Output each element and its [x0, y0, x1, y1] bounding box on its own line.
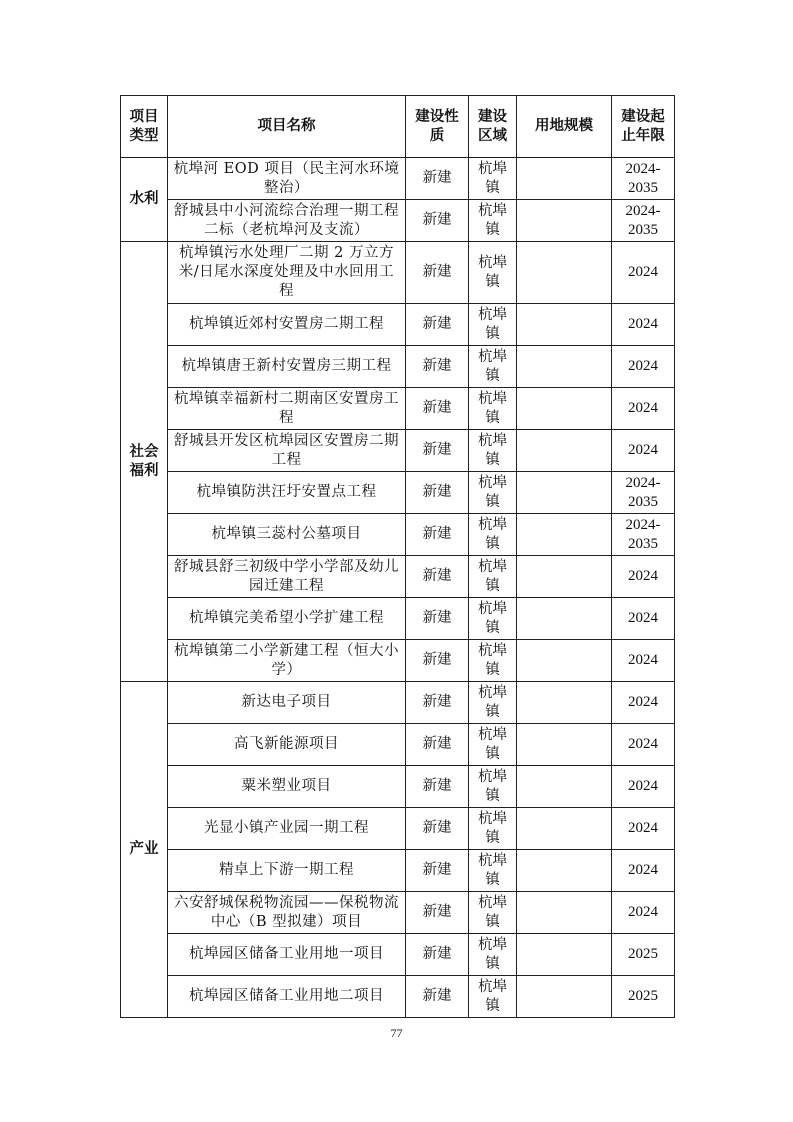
- construction-area-cell: 杭埠镇: [469, 808, 517, 850]
- land-scale-cell: [517, 514, 612, 556]
- construction-area-cell: 杭埠镇: [469, 158, 517, 200]
- land-scale-cell: [517, 934, 612, 976]
- construction-area-cell: 杭埠镇: [469, 724, 517, 766]
- land-scale-cell: [517, 430, 612, 472]
- page-number: 77: [390, 1026, 403, 1040]
- project-name-cell: 舒城县开发区杭埠园区安置房二期工程: [168, 430, 406, 472]
- construction-years-cell: 2024: [612, 556, 675, 598]
- land-scale-cell: [517, 724, 612, 766]
- construction-years-cell: 2024-2035: [612, 200, 675, 242]
- project-name-cell: 杭埠园区储备工业用地一项目: [168, 934, 406, 976]
- construction-nature-cell: 新建: [406, 158, 469, 200]
- construction-area-cell: 杭埠镇: [469, 388, 517, 430]
- project-type-cell: 水利: [121, 158, 168, 242]
- table-row: [121, 934, 675, 976]
- project-name-cell: 杭埠镇幸福新村二期南区安置房工程: [168, 388, 406, 430]
- construction-area-cell: 杭埠镇: [469, 430, 517, 472]
- project-type-cell: 产业: [121, 682, 168, 1018]
- land-scale-cell: [517, 200, 612, 242]
- project-name-cell: 杭埠镇第二小学新建工程（恒大小学）: [168, 640, 406, 682]
- construction-area-cell: 杭埠镇: [469, 640, 517, 682]
- table-row: [121, 242, 675, 304]
- project-name-cell: 杭埠园区储备工业用地二项目: [168, 976, 406, 1018]
- construction-nature-cell: 新建: [406, 514, 469, 556]
- construction-years-cell: 2024: [612, 892, 675, 934]
- header-construction-years: 建设起止年限: [612, 96, 675, 158]
- project-name-cell: 六安舒城保税物流园——保税物流中心（B 型拟建）项目: [168, 892, 406, 934]
- table-row: [121, 850, 675, 892]
- land-scale-cell: [517, 766, 612, 808]
- construction-area-cell: 杭埠镇: [469, 976, 517, 1018]
- land-scale-cell: [517, 682, 612, 724]
- table-row: [121, 640, 675, 682]
- project-name-cell: 杭埠镇防洪汪圩安置点工程: [168, 472, 406, 514]
- construction-nature-cell: 新建: [406, 808, 469, 850]
- construction-years-cell: 2024: [612, 242, 675, 304]
- construction-nature-cell: 新建: [406, 724, 469, 766]
- land-scale-cell: [517, 158, 612, 200]
- project-name-cell: 舒城县中小河流综合治理一期工程二标（老杭埠河及支流）: [168, 200, 406, 242]
- land-scale-cell: [517, 304, 612, 346]
- construction-years-cell: 2024-2035: [612, 472, 675, 514]
- construction-nature-cell: 新建: [406, 242, 469, 304]
- construction-area-cell: 杭埠镇: [469, 598, 517, 640]
- project-name-cell: 高飞新能源项目: [168, 724, 406, 766]
- construction-years-cell: 2024: [612, 304, 675, 346]
- table-row: [121, 472, 675, 514]
- land-scale-cell: [517, 346, 612, 388]
- header-construction-nature: 建设性质: [406, 96, 469, 158]
- construction-years-cell: 2024: [612, 850, 675, 892]
- project-name-cell: 粟米塑业项目: [168, 766, 406, 808]
- construction-area-cell: 杭埠镇: [469, 892, 517, 934]
- construction-area-cell: 杭埠镇: [469, 682, 517, 724]
- land-scale-cell: [517, 892, 612, 934]
- construction-nature-cell: 新建: [406, 850, 469, 892]
- project-name-cell: 杭埠镇完美希望小学扩建工程: [168, 598, 406, 640]
- construction-nature-cell: 新建: [406, 934, 469, 976]
- construction-years-cell: 2024: [612, 766, 675, 808]
- land-scale-cell: [517, 598, 612, 640]
- table-row: [121, 200, 675, 242]
- land-scale-cell: [517, 472, 612, 514]
- land-scale-cell: [517, 808, 612, 850]
- table-row: [121, 304, 675, 346]
- construction-area-cell: 杭埠镇: [469, 934, 517, 976]
- construction-nature-cell: 新建: [406, 766, 469, 808]
- construction-nature-cell: 新建: [406, 200, 469, 242]
- table-row: [121, 598, 675, 640]
- project-name-cell: 精卓上下游一期工程: [168, 850, 406, 892]
- construction-area-cell: 杭埠镇: [469, 200, 517, 242]
- construction-area-cell: 杭埠镇: [469, 514, 517, 556]
- land-scale-cell: [517, 388, 612, 430]
- header-project-name: 项目名称: [168, 96, 406, 158]
- construction-area-cell: 杭埠镇: [469, 766, 517, 808]
- construction-years-cell: 2024: [612, 346, 675, 388]
- project-name-cell: 杭埠镇污水处理厂二期 2 万立方米/日尾水深度处理及中水回用工程: [168, 242, 406, 304]
- construction-area-cell: 杭埠镇: [469, 556, 517, 598]
- header-project-type: 项目类型: [121, 96, 168, 158]
- construction-years-cell: 2024: [612, 808, 675, 850]
- construction-area-cell: 杭埠镇: [469, 850, 517, 892]
- construction-area-cell: 杭埠镇: [469, 472, 517, 514]
- construction-nature-cell: 新建: [406, 430, 469, 472]
- construction-years-cell: 2024: [612, 388, 675, 430]
- project-name-cell: 新达电子项目: [168, 682, 406, 724]
- land-scale-cell: [517, 556, 612, 598]
- construction-nature-cell: 新建: [406, 346, 469, 388]
- table-row: [121, 388, 675, 430]
- project-name-cell: 光显小镇产业园一期工程: [168, 808, 406, 850]
- construction-years-cell: 2024: [612, 640, 675, 682]
- table-row: [121, 346, 675, 388]
- construction-years-cell: 2025: [612, 976, 675, 1018]
- project-name-cell: 舒城县舒三初级中学小学部及幼儿园迁建工程: [168, 556, 406, 598]
- construction-nature-cell: 新建: [406, 598, 469, 640]
- table-row: [121, 556, 675, 598]
- construction-nature-cell: 新建: [406, 892, 469, 934]
- table-row: [121, 808, 675, 850]
- table-row: [121, 158, 675, 200]
- construction-years-cell: 2024: [612, 724, 675, 766]
- table-row: [121, 892, 675, 934]
- project-name-cell: 杭埠河 EOD 项目（民主河水环境整治）: [168, 158, 406, 200]
- project-name-cell: 杭埠镇三蕊村公墓项目: [168, 514, 406, 556]
- construction-years-cell: 2024: [612, 682, 675, 724]
- project-name-cell: 杭埠镇近郊村安置房二期工程: [168, 304, 406, 346]
- construction-nature-cell: 新建: [406, 556, 469, 598]
- construction-years-cell: 2024-2035: [612, 514, 675, 556]
- construction-years-cell: 2024-2035: [612, 158, 675, 200]
- construction-nature-cell: 新建: [406, 976, 469, 1018]
- header-construction-area: 建设区域: [469, 96, 517, 158]
- table-row: [121, 682, 675, 724]
- project-table: [120, 95, 675, 1018]
- land-scale-cell: [517, 242, 612, 304]
- construction-nature-cell: 新建: [406, 388, 469, 430]
- table-header: [121, 96, 675, 158]
- table-row: [121, 976, 675, 1018]
- construction-area-cell: 杭埠镇: [469, 242, 517, 304]
- header-land-scale: 用地规模: [517, 96, 612, 158]
- construction-nature-cell: 新建: [406, 640, 469, 682]
- table-row: [121, 514, 675, 556]
- construction-years-cell: 2024: [612, 598, 675, 640]
- table-body: [121, 158, 675, 1018]
- construction-nature-cell: 新建: [406, 682, 469, 724]
- construction-years-cell: 2025: [612, 934, 675, 976]
- land-scale-cell: [517, 640, 612, 682]
- construction-area-cell: 杭埠镇: [469, 346, 517, 388]
- project-name-cell: 杭埠镇唐王新村安置房三期工程: [168, 346, 406, 388]
- table-row: [121, 724, 675, 766]
- land-scale-cell: [517, 850, 612, 892]
- table-row: [121, 766, 675, 808]
- land-scale-cell: [517, 976, 612, 1018]
- construction-nature-cell: 新建: [406, 304, 469, 346]
- table-row: [121, 430, 675, 472]
- construction-years-cell: 2024: [612, 430, 675, 472]
- project-type-cell: 社会福利: [121, 242, 168, 682]
- construction-area-cell: 杭埠镇: [469, 304, 517, 346]
- construction-nature-cell: 新建: [406, 472, 469, 514]
